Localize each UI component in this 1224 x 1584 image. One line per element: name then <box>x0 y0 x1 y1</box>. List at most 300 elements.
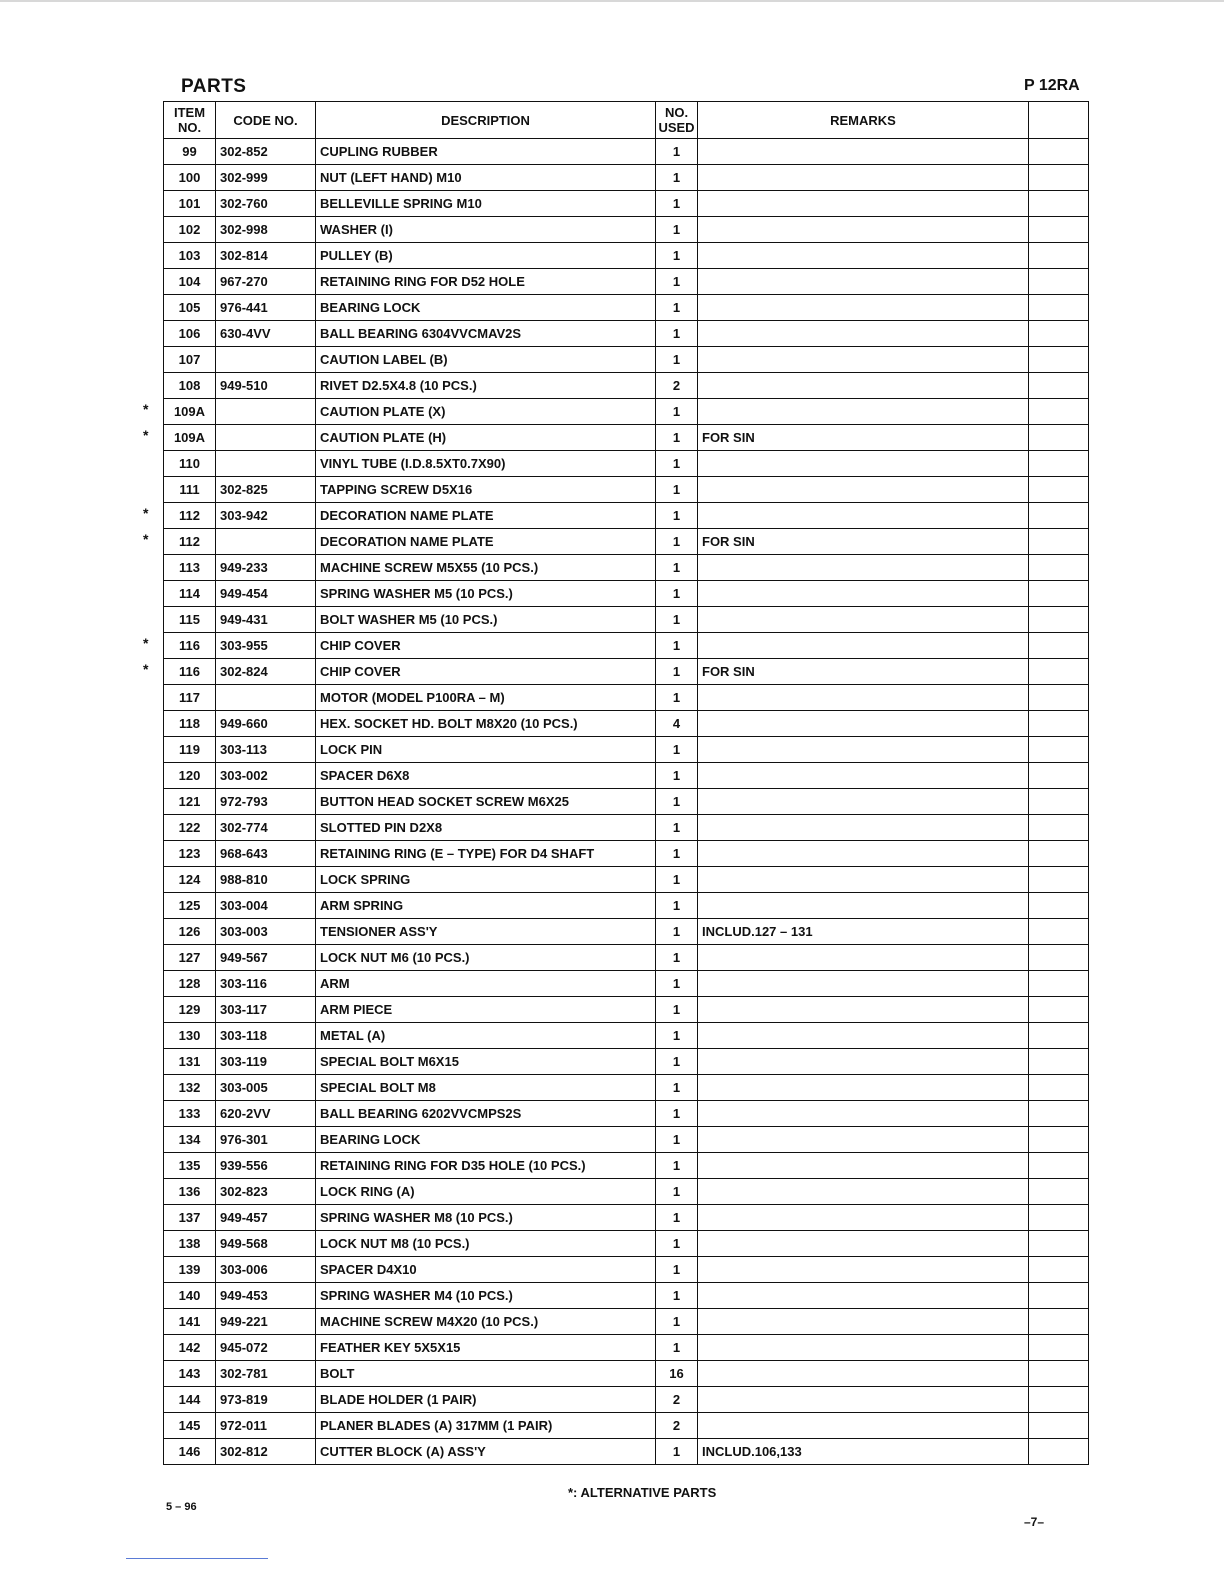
remarks-cell <box>698 893 1029 919</box>
blank-cell <box>1029 191 1089 217</box>
description-cell: SPECIAL BOLT M8 <box>316 1075 656 1101</box>
blank-cell <box>1029 399 1089 425</box>
blank-cell <box>1029 1205 1089 1231</box>
item-no-cell: 113 <box>164 555 216 581</box>
no-used-cell: 1 <box>656 451 698 477</box>
table-row <box>164 1127 1089 1153</box>
no-used-cell: 1 <box>656 399 698 425</box>
code-no-cell: 949-567 <box>216 945 316 971</box>
blank-cell <box>1029 841 1089 867</box>
description-cell: SPRING WASHER M5 (10 PCS.) <box>316 581 656 607</box>
no-used-cell: 1 <box>656 1335 698 1361</box>
table-row <box>164 217 1089 243</box>
code-no-cell: 302-812 <box>216 1439 316 1465</box>
description-cell: WASHER (I) <box>316 217 656 243</box>
code-no-cell: 949-221 <box>216 1309 316 1335</box>
item-no-cell: 105 <box>164 295 216 321</box>
alternative-part-mark: * <box>143 505 149 521</box>
item-no-cell: 112 <box>164 503 216 529</box>
code-no-cell <box>216 685 316 711</box>
header-item-no: ITEM NO. <box>164 102 216 139</box>
code-no-cell: 302-823 <box>216 1179 316 1205</box>
item-no-cell: 146 <box>164 1439 216 1465</box>
description-cell: BELLEVILLE SPRING M10 <box>316 191 656 217</box>
description-cell: SLOTTED PIN D2X8 <box>316 815 656 841</box>
remarks-cell <box>698 815 1029 841</box>
code-no-cell: 949-568 <box>216 1231 316 1257</box>
header-no-used: NO. USED <box>656 102 698 139</box>
blank-cell <box>1029 529 1089 555</box>
blank-cell <box>1029 685 1089 711</box>
table-row <box>164 659 1089 685</box>
item-no-cell: 139 <box>164 1257 216 1283</box>
code-no-cell: 303-002 <box>216 763 316 789</box>
alternative-part-mark: * <box>143 427 149 443</box>
item-no-cell: 122 <box>164 815 216 841</box>
alternative-part-mark: * <box>143 531 149 547</box>
remarks-cell <box>698 997 1029 1023</box>
blank-cell <box>1029 763 1089 789</box>
table-row <box>164 269 1089 295</box>
description-cell: ARM <box>316 971 656 997</box>
item-no-cell: 141 <box>164 1309 216 1335</box>
code-no-cell: 620-2VV <box>216 1101 316 1127</box>
description-cell: SPECIAL BOLT M6X15 <box>316 1049 656 1075</box>
table-row <box>164 711 1089 737</box>
no-used-cell: 1 <box>656 841 698 867</box>
table-row <box>164 1439 1089 1465</box>
no-used-cell: 1 <box>656 1283 698 1309</box>
blank-cell <box>1029 1101 1089 1127</box>
table-row <box>164 1231 1089 1257</box>
code-no-cell: 967-270 <box>216 269 316 295</box>
no-used-cell: 1 <box>656 139 698 165</box>
code-no-cell: 302-814 <box>216 243 316 269</box>
code-no-cell: 302-824 <box>216 659 316 685</box>
alternative-part-mark: * <box>143 661 149 677</box>
description-cell: BALL BEARING 6202VVCMPS2S <box>316 1101 656 1127</box>
table-row <box>164 347 1089 373</box>
blank-cell <box>1029 1127 1089 1153</box>
item-no-cell: 99 <box>164 139 216 165</box>
blank-cell <box>1029 659 1089 685</box>
no-used-cell: 1 <box>656 191 698 217</box>
blank-cell <box>1029 633 1089 659</box>
remarks-cell <box>698 269 1029 295</box>
no-used-cell: 1 <box>656 425 698 451</box>
item-no-cell: 111 <box>164 477 216 503</box>
code-no-cell: 976-441 <box>216 295 316 321</box>
description-cell: RETAINING RING FOR D35 HOLE (10 PCS.) <box>316 1153 656 1179</box>
remarks-cell <box>698 1361 1029 1387</box>
table-row <box>164 841 1089 867</box>
code-no-cell: 303-116 <box>216 971 316 997</box>
code-no-cell: 949-233 <box>216 555 316 581</box>
footnote-alternative-parts: *: ALTERNATIVE PARTS <box>568 1485 717 1500</box>
item-no-cell: 138 <box>164 1231 216 1257</box>
code-no-cell: 630-4VV <box>216 321 316 347</box>
remarks-cell <box>698 971 1029 997</box>
item-no-cell: 114 <box>164 581 216 607</box>
blank-cell <box>1029 1413 1089 1439</box>
description-cell: BUTTON HEAD SOCKET SCREW M6X25 <box>316 789 656 815</box>
blank-cell <box>1029 971 1089 997</box>
table-row <box>164 1023 1089 1049</box>
no-used-cell: 1 <box>656 1231 698 1257</box>
item-no-cell: 137 <box>164 1205 216 1231</box>
no-used-cell: 1 <box>656 893 698 919</box>
blank-cell <box>1029 1283 1089 1309</box>
blank-cell <box>1029 477 1089 503</box>
code-no-cell: 972-011 <box>216 1413 316 1439</box>
no-used-cell: 1 <box>656 321 698 347</box>
blank-cell <box>1029 165 1089 191</box>
description-cell: MOTOR (MODEL P100RA – M) <box>316 685 656 711</box>
no-used-cell: 1 <box>656 737 698 763</box>
item-no-cell: 136 <box>164 1179 216 1205</box>
remarks-cell <box>698 1023 1029 1049</box>
remarks-cell <box>698 321 1029 347</box>
item-no-cell: 126 <box>164 919 216 945</box>
table-row <box>164 321 1089 347</box>
remarks-cell: FOR SIN <box>698 425 1029 451</box>
item-no-cell: 119 <box>164 737 216 763</box>
code-no-cell: 302-781 <box>216 1361 316 1387</box>
model-number: P 12RA <box>1024 77 1080 94</box>
blank-cell <box>1029 919 1089 945</box>
item-no-cell: 140 <box>164 1283 216 1309</box>
code-no-cell <box>216 399 316 425</box>
blank-cell <box>1029 867 1089 893</box>
no-used-cell: 1 <box>656 607 698 633</box>
remarks-cell <box>698 607 1029 633</box>
description-cell: METAL (A) <box>316 1023 656 1049</box>
code-no-cell <box>216 529 316 555</box>
description-cell: HEX. SOCKET HD. BOLT M8X20 (10 PCS.) <box>316 711 656 737</box>
table-row <box>164 685 1089 711</box>
description-cell: BLADE HOLDER (1 PAIR) <box>316 1387 656 1413</box>
code-no-cell: 988-810 <box>216 867 316 893</box>
remarks-cell <box>698 1231 1029 1257</box>
blank-cell <box>1029 737 1089 763</box>
remarks-cell <box>698 1335 1029 1361</box>
blank-cell <box>1029 815 1089 841</box>
description-cell: LOCK SPRING <box>316 867 656 893</box>
item-no-cell: 100 <box>164 165 216 191</box>
table-row <box>164 737 1089 763</box>
item-no-cell: 116 <box>164 633 216 659</box>
scan-edge-line <box>0 0 1224 2</box>
item-no-cell: 104 <box>164 269 216 295</box>
code-no-cell: 302-852 <box>216 139 316 165</box>
remarks-cell <box>698 789 1029 815</box>
remarks-cell <box>698 347 1029 373</box>
item-no-cell: 116 <box>164 659 216 685</box>
table-row <box>164 1101 1089 1127</box>
description-cell: ARM PIECE <box>316 997 656 1023</box>
description-cell: BOLT <box>316 1361 656 1387</box>
code-no-cell: 976-301 <box>216 1127 316 1153</box>
description-cell: CAUTION PLATE (X) <box>316 399 656 425</box>
table-row <box>164 373 1089 399</box>
remarks-cell <box>698 503 1029 529</box>
table-row <box>164 1257 1089 1283</box>
item-no-cell: 103 <box>164 243 216 269</box>
remarks-cell <box>698 737 1029 763</box>
table-row <box>164 399 1089 425</box>
remarks-cell <box>698 217 1029 243</box>
blank-cell <box>1029 789 1089 815</box>
description-cell: RETAINING RING FOR D52 HOLE <box>316 269 656 295</box>
description-cell: ARM SPRING <box>316 893 656 919</box>
code-no-cell: 303-004 <box>216 893 316 919</box>
table-row <box>164 555 1089 581</box>
description-cell: RETAINING RING (E – TYPE) FOR D4 SHAFT <box>316 841 656 867</box>
page-number: –7– <box>1024 1515 1045 1529</box>
blank-cell <box>1029 607 1089 633</box>
table-row <box>164 607 1089 633</box>
item-no-cell: 127 <box>164 945 216 971</box>
table-row <box>164 243 1089 269</box>
table-row <box>164 191 1089 217</box>
table-row <box>164 815 1089 841</box>
no-used-cell: 1 <box>656 1075 698 1101</box>
item-no-cell: 123 <box>164 841 216 867</box>
no-used-cell: 1 <box>656 659 698 685</box>
table-row <box>164 581 1089 607</box>
description-cell: PULLEY (B) <box>316 243 656 269</box>
blank-cell <box>1029 269 1089 295</box>
remarks-cell <box>698 1257 1029 1283</box>
remarks-cell <box>698 451 1029 477</box>
code-no-cell: 949-454 <box>216 581 316 607</box>
no-used-cell: 1 <box>656 867 698 893</box>
item-no-cell: 130 <box>164 1023 216 1049</box>
no-used-cell: 2 <box>656 373 698 399</box>
remarks-cell <box>698 373 1029 399</box>
table-row <box>164 971 1089 997</box>
remarks-cell <box>698 1283 1029 1309</box>
code-no-cell: 972-793 <box>216 789 316 815</box>
description-cell: PLANER BLADES (A) 317MM (1 PAIR) <box>316 1413 656 1439</box>
table-row <box>164 633 1089 659</box>
blank-cell <box>1029 1309 1089 1335</box>
parts-table <box>163 101 1089 1465</box>
description-cell: MACHINE SCREW M4X20 (10 PCS.) <box>316 1309 656 1335</box>
description-cell: DECORATION NAME PLATE <box>316 503 656 529</box>
code-no-cell: 302-998 <box>216 217 316 243</box>
table-row <box>164 1335 1089 1361</box>
blank-cell <box>1029 503 1089 529</box>
remarks-cell <box>698 1309 1029 1335</box>
table-row <box>164 1361 1089 1387</box>
description-cell: TENSIONER ASS'Y <box>316 919 656 945</box>
header-code-no: CODE NO. <box>216 102 316 139</box>
blank-cell <box>1029 451 1089 477</box>
item-no-cell: 135 <box>164 1153 216 1179</box>
no-used-cell: 1 <box>656 347 698 373</box>
no-used-cell: 2 <box>656 1387 698 1413</box>
header-blank <box>1029 102 1089 139</box>
blank-cell <box>1029 1335 1089 1361</box>
blank-cell <box>1029 711 1089 737</box>
no-used-cell: 2 <box>656 1413 698 1439</box>
no-used-cell: 1 <box>656 1309 698 1335</box>
no-used-cell: 1 <box>656 243 698 269</box>
code-no-cell: 949-431 <box>216 607 316 633</box>
item-no-cell: 144 <box>164 1387 216 1413</box>
description-cell: LOCK NUT M8 (10 PCS.) <box>316 1231 656 1257</box>
description-cell: DECORATION NAME PLATE <box>316 529 656 555</box>
blank-cell <box>1029 321 1089 347</box>
item-no-cell: 108 <box>164 373 216 399</box>
description-cell: BEARING LOCK <box>316 295 656 321</box>
table-row <box>164 1153 1089 1179</box>
remarks-cell <box>698 477 1029 503</box>
item-no-cell: 110 <box>164 451 216 477</box>
remarks-cell <box>698 711 1029 737</box>
remarks-cell <box>698 1101 1029 1127</box>
no-used-cell: 1 <box>656 971 698 997</box>
remarks-cell <box>698 581 1029 607</box>
no-used-cell: 1 <box>656 1439 698 1465</box>
remarks-cell <box>698 1049 1029 1075</box>
item-no-cell: 118 <box>164 711 216 737</box>
item-no-cell: 131 <box>164 1049 216 1075</box>
blank-cell <box>1029 1231 1089 1257</box>
code-no-cell: 945-072 <box>216 1335 316 1361</box>
remarks-cell: FOR SIN <box>698 659 1029 685</box>
item-no-cell: 124 <box>164 867 216 893</box>
code-no-cell: 973-819 <box>216 1387 316 1413</box>
no-used-cell: 1 <box>656 165 698 191</box>
description-cell: TAPPING SCREW D5X16 <box>316 477 656 503</box>
code-no-cell: 303-117 <box>216 997 316 1023</box>
item-no-cell: 143 <box>164 1361 216 1387</box>
item-no-cell: 129 <box>164 997 216 1023</box>
page-title: PARTS <box>181 76 247 97</box>
code-no-cell: 303-942 <box>216 503 316 529</box>
table-row <box>164 529 1089 555</box>
item-no-cell: 145 <box>164 1413 216 1439</box>
table-row <box>164 503 1089 529</box>
scan-bottom-line <box>126 1558 268 1559</box>
remarks-cell <box>698 295 1029 321</box>
no-used-cell: 1 <box>656 763 698 789</box>
description-cell: SPACER D6X8 <box>316 763 656 789</box>
no-used-cell: 16 <box>656 1361 698 1387</box>
item-no-cell: 117 <box>164 685 216 711</box>
remarks-cell <box>698 139 1029 165</box>
blank-cell <box>1029 1387 1089 1413</box>
description-cell: MACHINE SCREW M5X55 (10 PCS.) <box>316 555 656 581</box>
no-used-cell: 1 <box>656 217 698 243</box>
blank-cell <box>1029 893 1089 919</box>
blank-cell <box>1029 945 1089 971</box>
no-used-cell: 4 <box>656 711 698 737</box>
remarks-cell <box>698 243 1029 269</box>
item-no-cell: 102 <box>164 217 216 243</box>
description-cell: SPRING WASHER M8 (10 PCS.) <box>316 1205 656 1231</box>
no-used-cell: 1 <box>656 295 698 321</box>
table-row <box>164 295 1089 321</box>
description-cell: SPRING WASHER M4 (10 PCS.) <box>316 1283 656 1309</box>
table-row <box>164 945 1089 971</box>
description-cell: BEARING LOCK <box>316 1127 656 1153</box>
code-no-cell: 302-999 <box>216 165 316 191</box>
description-cell: CAUTION LABEL (B) <box>316 347 656 373</box>
no-used-cell: 1 <box>656 997 698 1023</box>
item-no-cell: 125 <box>164 893 216 919</box>
description-cell: CUPLING RUBBER <box>316 139 656 165</box>
no-used-cell: 1 <box>656 1205 698 1231</box>
item-no-cell: 101 <box>164 191 216 217</box>
blank-cell <box>1029 1439 1089 1465</box>
code-no-cell: 949-660 <box>216 711 316 737</box>
no-used-cell: 1 <box>656 581 698 607</box>
description-cell: LOCK RING (A) <box>316 1179 656 1205</box>
no-used-cell: 1 <box>656 477 698 503</box>
table-row <box>164 1049 1089 1075</box>
code-no-cell: 303-006 <box>216 1257 316 1283</box>
remarks-cell <box>698 763 1029 789</box>
code-no-cell: 303-119 <box>216 1049 316 1075</box>
remarks-cell: INCLUD.127 – 131 <box>698 919 1029 945</box>
table-row <box>164 867 1089 893</box>
description-cell: SPACER D4X10 <box>316 1257 656 1283</box>
remarks-cell <box>698 1127 1029 1153</box>
item-no-cell: 112 <box>164 529 216 555</box>
code-no-cell <box>216 347 316 373</box>
table-row <box>164 1205 1089 1231</box>
remarks-cell <box>698 867 1029 893</box>
blank-cell <box>1029 1257 1089 1283</box>
description-cell: FEATHER KEY 5X5X15 <box>316 1335 656 1361</box>
no-used-cell: 1 <box>656 1257 698 1283</box>
table-row <box>164 1283 1089 1309</box>
item-no-cell: 133 <box>164 1101 216 1127</box>
blank-cell <box>1029 139 1089 165</box>
table-row <box>164 1309 1089 1335</box>
blank-cell <box>1029 555 1089 581</box>
blank-cell <box>1029 295 1089 321</box>
no-used-cell: 1 <box>656 919 698 945</box>
item-no-cell: 115 <box>164 607 216 633</box>
code-no-cell <box>216 451 316 477</box>
remarks-cell <box>698 685 1029 711</box>
description-cell: CUTTER BLOCK (A) ASS'Y <box>316 1439 656 1465</box>
code-no-cell: 302-825 <box>216 477 316 503</box>
blank-cell <box>1029 1179 1089 1205</box>
item-no-cell: 109A <box>164 425 216 451</box>
no-used-cell: 1 <box>656 685 698 711</box>
no-used-cell: 1 <box>656 269 698 295</box>
remarks-cell <box>698 191 1029 217</box>
table-row <box>164 1387 1089 1413</box>
blank-cell <box>1029 1075 1089 1101</box>
blank-cell <box>1029 1023 1089 1049</box>
no-used-cell: 1 <box>656 633 698 659</box>
table-row <box>164 789 1089 815</box>
remarks-cell <box>698 1179 1029 1205</box>
description-cell: LOCK NUT M6 (10 PCS.) <box>316 945 656 971</box>
remarks-cell <box>698 1413 1029 1439</box>
remarks-cell <box>698 1075 1029 1101</box>
code-no-cell <box>216 425 316 451</box>
description-cell: BALL BEARING 6304VVCMAV2S <box>316 321 656 347</box>
code-no-cell: 302-774 <box>216 815 316 841</box>
blank-cell <box>1029 243 1089 269</box>
